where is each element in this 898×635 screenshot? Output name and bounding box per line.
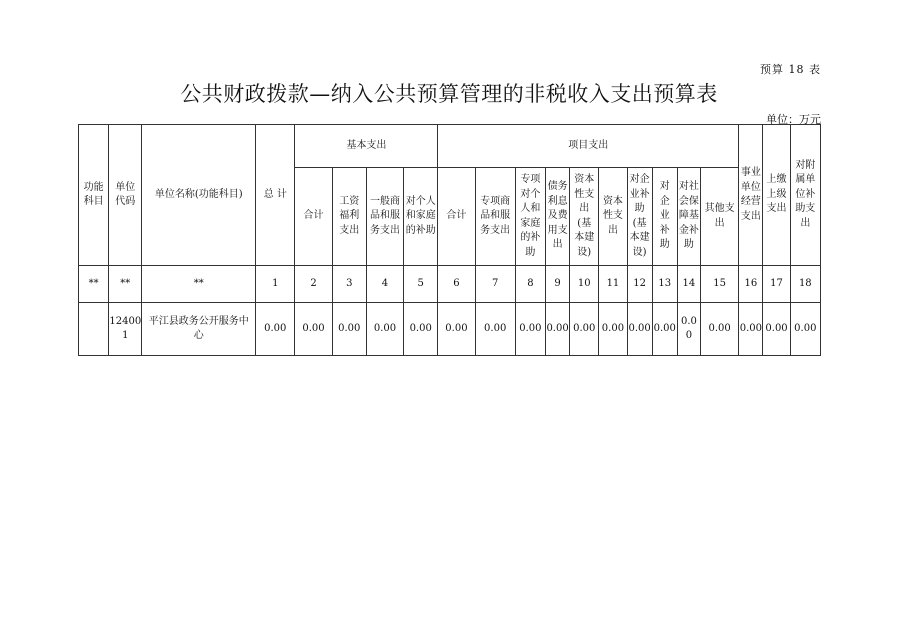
- index-cell: 14: [677, 266, 700, 303]
- index-cell: 6: [438, 266, 475, 303]
- header-proj-enterprise: 对企业补助: [652, 168, 677, 266]
- index-row: [79, 266, 821, 303]
- index-cell: 7: [475, 266, 515, 303]
- index-cell: 8: [515, 266, 545, 303]
- index-cell: 16: [739, 266, 763, 303]
- row-func-subject: [79, 303, 109, 356]
- index-cell: 5: [404, 266, 438, 303]
- header-proj-social: 对社会保障基金补助: [677, 168, 700, 266]
- header-row-groups: [79, 125, 821, 168]
- header-proj-subtotal: 合计: [438, 168, 475, 266]
- unit-label: 单位：万元: [766, 113, 821, 126]
- header-proj-debt: 债务利息及费用支出: [546, 168, 570, 266]
- row-value: 0.00: [332, 303, 366, 356]
- row-unit-code: 124001: [109, 303, 142, 356]
- header-project-group: 项目支出: [438, 125, 739, 168]
- header-upper-pay: 上缴上级支出: [763, 125, 790, 266]
- header-proj-capital-build: 资本性支出(基本建设): [570, 168, 599, 266]
- row-value: 0.00: [366, 303, 403, 356]
- row-value: 0.00: [700, 303, 738, 356]
- header-basic-group: 基本支出: [295, 125, 438, 168]
- index-cell: 12: [627, 266, 652, 303]
- row-value: 0.00: [763, 303, 790, 356]
- index-cell: 11: [599, 266, 627, 303]
- header-proj-personal: 专项对个人和家庭的补助: [515, 168, 545, 266]
- row-value: 0.00: [515, 303, 545, 356]
- header-basic-goods: 一般商品和服务支出: [366, 168, 403, 266]
- index-cell: 2: [295, 266, 332, 303]
- index-cell: 15: [700, 266, 738, 303]
- row-value: 0.00: [546, 303, 570, 356]
- budget-table: [78, 124, 821, 356]
- form-number: 预算 18 表: [760, 63, 821, 76]
- row-value: 0.00: [438, 303, 475, 356]
- index-cell: 9: [546, 266, 570, 303]
- index-cell: 13: [652, 266, 677, 303]
- row-value: 0.00: [790, 303, 820, 356]
- header-unit-code: 单位代码: [109, 125, 142, 266]
- index-cell: **: [109, 266, 142, 303]
- row-value: 0.00: [599, 303, 627, 356]
- table-row: [79, 303, 821, 356]
- header-unit-name: 单位名称(功能科目): [142, 125, 256, 266]
- index-cell: 4: [366, 266, 403, 303]
- index-cell: 17: [763, 266, 790, 303]
- header-biz-expense: 事业单位经营支出: [739, 125, 763, 266]
- header-proj-enterprise-build: 对企业补助(基本建设): [627, 168, 652, 266]
- index-cell: **: [142, 266, 256, 303]
- row-value: 0.00: [739, 303, 763, 356]
- header-total: 总 计: [256, 125, 295, 266]
- row-value: 0.00: [570, 303, 599, 356]
- index-cell: 18: [790, 266, 820, 303]
- page-title: 公共财政拨款—纳入公共预算管理的非税收入支出预算表: [180, 82, 718, 106]
- header-basic-personal: 对个人和家庭的补助: [404, 168, 438, 266]
- index-cell: 10: [570, 266, 599, 303]
- header-proj-capital: 资本性支出: [599, 168, 627, 266]
- header-basic-subtotal: 合计: [295, 168, 332, 266]
- index-cell: **: [79, 266, 109, 303]
- row-value: 0.00: [475, 303, 515, 356]
- index-cell: 3: [332, 266, 366, 303]
- header-func-subject: 功能科目: [79, 125, 109, 266]
- row-value: 0.00: [652, 303, 677, 356]
- row-value: 0.00: [404, 303, 438, 356]
- header-proj-goods: 专项商品和服务支出: [475, 168, 515, 266]
- row-value: 0.00: [627, 303, 652, 356]
- header-affiliated: 对附属单位补助支出: [790, 125, 820, 266]
- header-proj-other: 其他支出: [700, 168, 738, 266]
- row-value: 0.00: [295, 303, 332, 356]
- row-value: 0.00: [677, 303, 700, 356]
- row-value-total: 0.00: [256, 303, 295, 356]
- row-unit-name: 平江县政务公开服务中心: [142, 303, 256, 356]
- index-cell: 1: [256, 266, 295, 303]
- header-basic-wages: 工资福利支出: [332, 168, 366, 266]
